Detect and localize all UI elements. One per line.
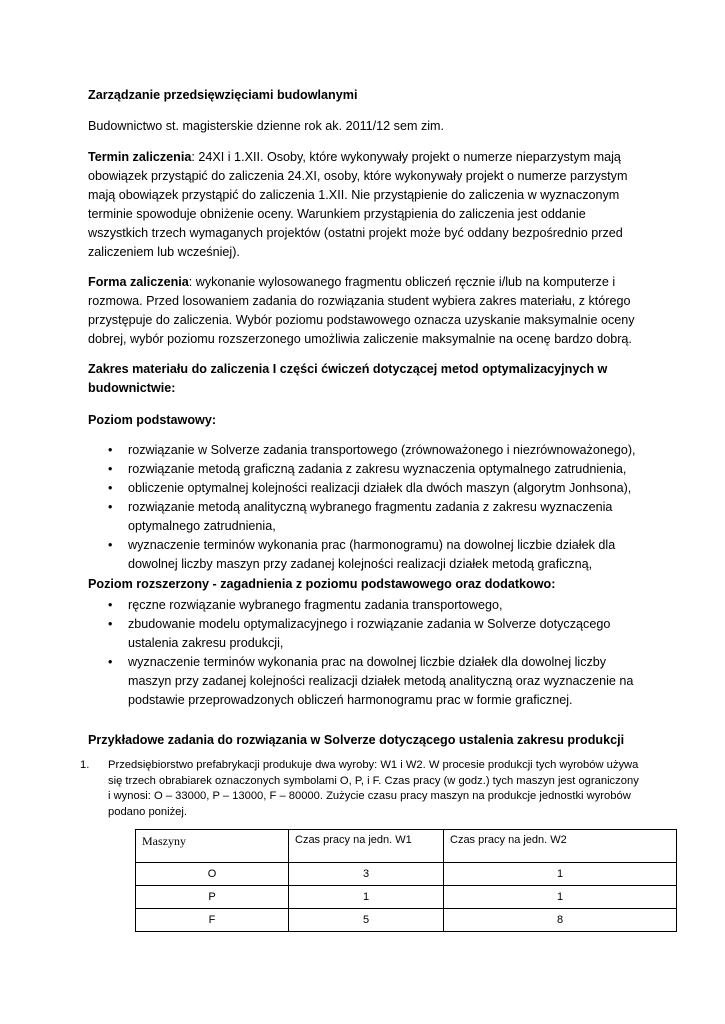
table-header-cell: Maszyny xyxy=(136,830,289,863)
podstawowy-heading: Poziom podstawowy: xyxy=(88,413,217,427)
table-header-row xyxy=(136,830,677,863)
table-cell: P xyxy=(136,886,289,909)
list-item xyxy=(88,498,648,536)
document-subtitle: Budownictwo st. magisterskie dzienne rok ak. 2011/12 sem zim. xyxy=(88,119,445,133)
bullet-icon: • xyxy=(108,598,113,612)
machines-table xyxy=(135,829,677,932)
table-row xyxy=(136,863,677,886)
table-header-cell: Czas pracy na jedn. W2 xyxy=(444,830,677,863)
rozszerzony-list xyxy=(88,596,648,710)
zakres-heading: Zakres materiału do zaliczenia I części ćwiczeń dotyczącej metod optymalizacyjnych w budownictwie: xyxy=(88,362,608,395)
list-item xyxy=(88,653,648,710)
bullet-icon: • xyxy=(108,462,113,476)
table-row xyxy=(136,909,677,932)
table-cell: O xyxy=(136,863,289,886)
table-row xyxy=(136,886,677,909)
forma-paragraph xyxy=(88,273,648,349)
list-item-text: rozwiązanie metodą graficzną zadania z zakresu wyznaczenia optymalnego zatrudnienia, xyxy=(128,462,627,476)
podstawowy-list xyxy=(88,441,648,574)
list-item-text: ręczne rozwiązanie wybranego fragmentu zadania transportowego, xyxy=(128,598,503,612)
task-1 xyxy=(80,758,640,820)
bullet-icon: • xyxy=(108,655,113,669)
termin-paragraph xyxy=(88,148,648,262)
forma-text: : wykonanie wylosowanego fragmentu obliczeń ręcznie i/lub na komputerze i rozmowa. Przed losowaniem zadania do rozwiązania student wybiera zakres materiału, z którego przystępuje do zaliczenia. Wybór poziomu podstawowego oznacza uzyskanie maksymalnie oceny dobrej, wybór poziomu rozszerzonego umożliwia zaliczenie maksymalnie na ocenę bardzo dobrą. xyxy=(88,275,635,346)
list-item-text: obliczenie optymalnej kolejności realizacji działek dla dwóch maszyn (algorytm Jonhsona), xyxy=(128,481,632,495)
termin-label: Termin zaliczenia xyxy=(88,150,192,164)
przyklad-heading: Przykładowe zadania do rozwiązania w Solverze dotyczącego ustalenia zakresu produkcji xyxy=(88,733,625,747)
table-header-cell: Czas pracy na jedn. W1 xyxy=(289,830,444,863)
task-number: 1. xyxy=(80,759,90,771)
list-item-text: zbudowanie modelu optymalizacyjnego i rozwiązanie zadania w Solverze dotyczącego ustalenia zakresu produkcji, xyxy=(128,617,611,650)
table-cell: 1 xyxy=(444,886,677,909)
list-item xyxy=(88,479,648,498)
bullet-icon: • xyxy=(108,617,113,631)
bullet-icon: • xyxy=(108,500,113,514)
list-item xyxy=(88,460,648,479)
table-cell: 1 xyxy=(444,863,677,886)
table-cell: F xyxy=(136,909,289,932)
task-text: Przedsiębiorstwo prefabrykacji produkuje dwa wyroby: W1 i W2. W procesie produkcji tych wyrobów używa się trzech obrabiarek oznaczonych symbolami O, P, i F. Czas pracy (w godz.) tych maszyn jest ograniczony i wynosi: O – 33000, P – 13000, F – 80000. Zużycie czasu pracy maszyn na produkcje jednostki wyrobów podano poniżej. xyxy=(108,759,639,818)
list-item xyxy=(88,536,648,574)
document-title: Zarządzanie przedsięwzięciami budowlanymi xyxy=(88,88,358,102)
bullet-icon: • xyxy=(108,538,113,552)
list-item xyxy=(88,615,648,653)
list-item-text: wyznaczenie terminów wykonania prac na dowolnej liczbie działek dla dowolnej liczby maszyn przy zadanej kolejności realizacji działek metodą analityczną oraz wyznaczenie na podstawie przeprowadzonych obliczeń harmonogramu prac w formie graficznej. xyxy=(128,655,634,707)
bullet-icon: • xyxy=(108,481,113,495)
table-cell: 8 xyxy=(444,909,677,932)
termin-text: : 24XI i 1.XII. Osoby, które wykonywały projekt o numerze nieparzystym mają obowiązek przystąpić do zaliczenia 24.XI, osoby, które wykonywały projekt o numerze parzystym mają obowiązek przystąpić do zaliczenia 1.XII. Nie przystąpienie do zaliczenia w wyznaczonym terminie spowoduje obniżenie oceny. Warunkiem przystąpienia do zaliczenia jest oddanie wszystkich trzech wymaganych projektów (ostatni projekt może być oddany bezpośrednio przed zaliczeniem lub wcześniej). xyxy=(88,150,628,259)
table-cell: 3 xyxy=(289,863,444,886)
list-item xyxy=(88,596,648,615)
table-cell: 1 xyxy=(289,886,444,909)
bullet-icon: • xyxy=(108,443,113,457)
list-item-text: rozwiązanie metodą analityczną wybranego fragmentu zadania z zakresu wyznaczenia optymalnego zatrudnienia, xyxy=(128,500,613,533)
rozszerzony-heading: Poziom rozszerzony - zagadnienia z poziomu podstawowego oraz dodatkowo: xyxy=(88,577,556,591)
table-cell: 5 xyxy=(289,909,444,932)
list-item-text: rozwiązanie w Solverze zadania transportowego (zrównoważonego i niezrównoważonego), xyxy=(128,443,636,457)
list-item xyxy=(88,441,648,460)
forma-label: Forma zaliczenia xyxy=(88,275,189,289)
list-item-text: wyznaczenie terminów wykonania prac (harmonogramu) na dowolnej liczbie działek dla dowolnej liczby maszyn przy zadanej kolejności realizacji działek metodą graficzną, xyxy=(128,538,616,571)
